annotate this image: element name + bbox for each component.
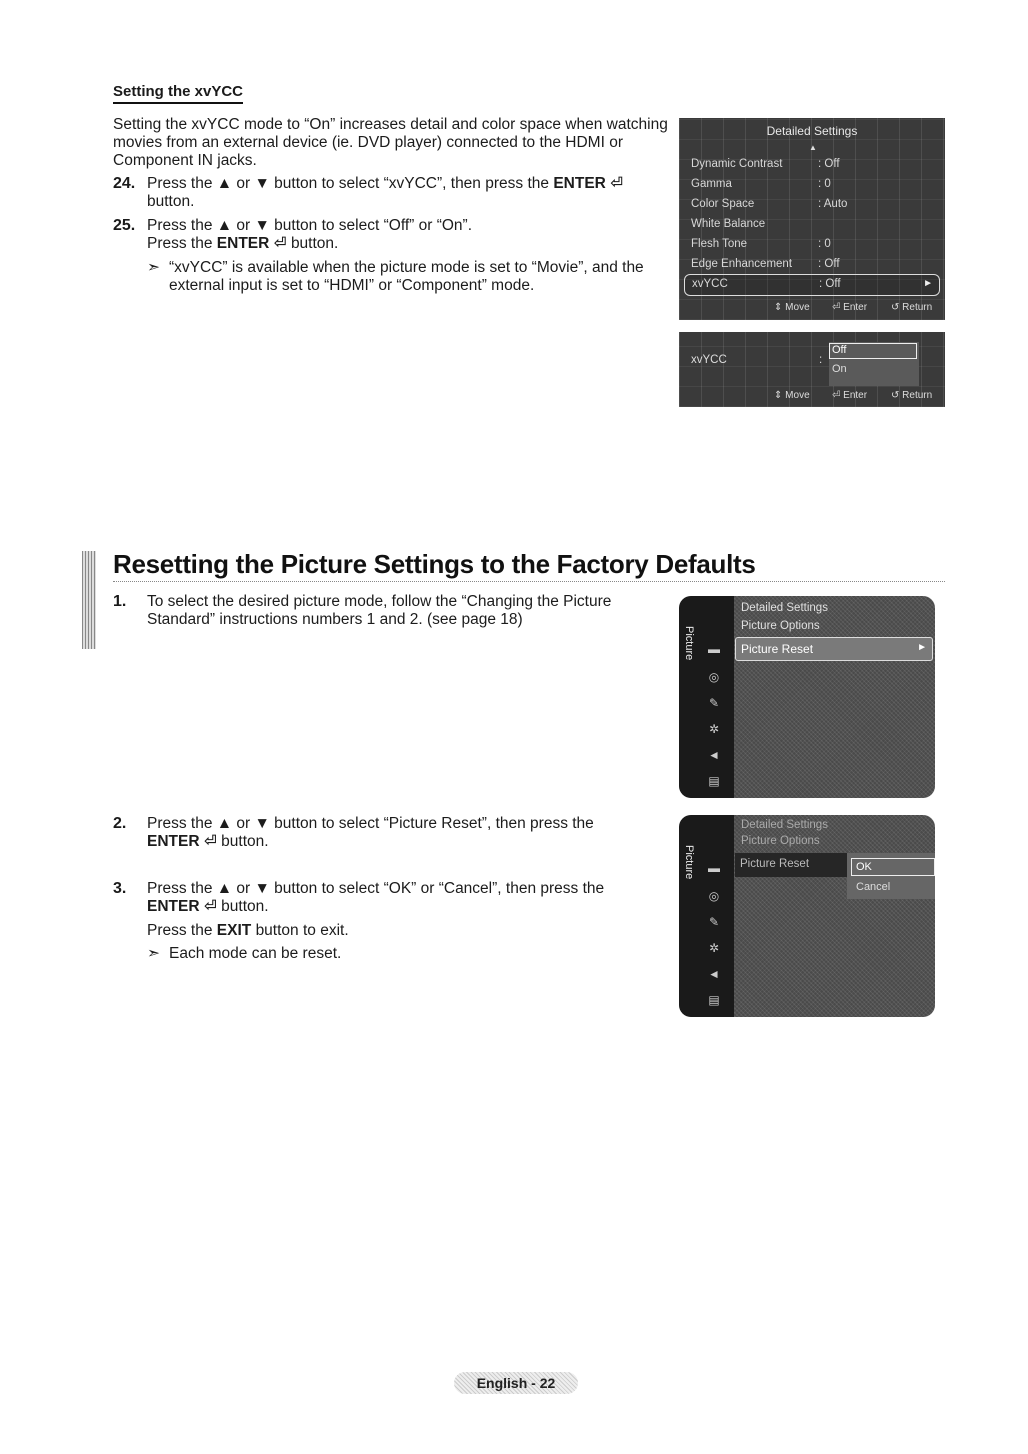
side-label: Picture (683, 845, 695, 880)
enter-hint: ⏎ Enter (832, 302, 868, 313)
step-number: 3. (113, 880, 127, 897)
heading-bar (82, 551, 96, 649)
step-text: Press the (147, 235, 213, 252)
step-text: button. (221, 898, 269, 915)
menu-item-selected[interactable]: Picture Reset (735, 853, 847, 877)
ok-option[interactable]: OK (851, 858, 935, 876)
step-number: 25. (113, 217, 136, 234)
step-text: Press the ▲ or ▼ button to select “Picture Reset”, then press the (147, 815, 594, 832)
step-text: Press the ▲ or ▼ button to select “Off” or “On”. (147, 217, 473, 234)
cancel-option[interactable]: Cancel (856, 881, 891, 893)
picture-menu-screen (679, 596, 935, 798)
section-title-xvycc: Setting the xvYCC (113, 83, 243, 104)
step-24 (147, 175, 623, 211)
colon: : (819, 354, 823, 366)
menu-row[interactable]: Edge Enhancement : Off (691, 258, 840, 270)
step-1 (147, 593, 611, 629)
step-text: Press the (147, 922, 213, 939)
input-icon: ◄ (708, 967, 720, 981)
menu-item[interactable]: Picture Options (741, 620, 820, 632)
menu-row-selected[interactable]: xvYCC : Off ► (684, 274, 940, 296)
menu-item-selected[interactable]: Picture Reset ► (735, 637, 933, 661)
note-line: external input is set to “HDMI” or “Component” mode. (169, 277, 535, 294)
xvycc-popup-screen (679, 332, 945, 407)
menu-row[interactable]: Flesh Tone : 0 (691, 238, 831, 250)
return-hint: ↺ Return (891, 302, 933, 313)
step-25 (147, 217, 472, 253)
arrow-right-icon: ► (923, 278, 933, 289)
step-text: Standard” instructions numbers 1 and 2. (see page 18) (147, 611, 523, 628)
side-label: Picture (683, 626, 695, 661)
channel-icon: ✎ (708, 915, 720, 929)
step-number: 1. (113, 593, 127, 610)
exit-label: EXIT (216, 922, 252, 939)
note-arrow-icon: ➣ (147, 945, 160, 962)
scroll-up-icon: ▲ (809, 143, 817, 152)
menu-row[interactable]: White Balance (691, 218, 766, 230)
picture-icon: ▬ (708, 642, 720, 656)
xvycc-label: xvYCC (691, 354, 727, 366)
menu-row[interactable]: Color Space : Auto (691, 198, 848, 210)
intro-line: movies from an external device (ie. DVD player) connected to the HDMI or (113, 134, 623, 151)
picture-menu-reset-screen (679, 815, 935, 1017)
detailed-settings-screen (679, 118, 945, 320)
application-icon: ▤ (708, 993, 720, 1007)
menu-title: Detailed Settings (766, 124, 858, 138)
setup-icon: ✲ (708, 941, 720, 955)
reset-note: Each mode can be reset. (169, 945, 342, 962)
option-off[interactable]: Off (829, 343, 917, 359)
sound-icon: ◎ (708, 889, 720, 903)
xvycc-intro (113, 116, 668, 170)
step-text: Press the ▲ or ▼ button to select “xvYCC”, then press the (147, 175, 549, 192)
page-label: English - 22 (454, 1372, 578, 1394)
step-text: To select the desired picture mode, follow the “Changing the Picture (147, 593, 612, 610)
step-number: 2. (113, 815, 127, 832)
move-hint: ⇕ Move (774, 302, 810, 313)
enter-label: ENTER ⏎ (216, 235, 287, 252)
step-number: 24. (113, 175, 136, 192)
move-hint: ⇕ Move (774, 390, 810, 401)
input-icon: ◄ (708, 748, 720, 762)
channel-icon: ✎ (708, 696, 720, 710)
sound-icon: ◎ (708, 670, 720, 684)
intro-line: Setting the xvYCC mode to “On” increases detail and color space when watching (113, 116, 668, 133)
enter-label: ENTER ⏎ (147, 898, 217, 915)
picture-icon: ▬ (708, 861, 720, 875)
step-text: button. (290, 235, 339, 252)
step-text: button. (147, 193, 195, 210)
section-heading: Resetting the Picture Settings to the Factory Defaults (113, 549, 756, 579)
menu-item[interactable]: Detailed Settings (741, 602, 828, 614)
menu-item[interactable]: Picture Options (741, 835, 820, 847)
menu-item[interactable]: Detailed Settings (741, 819, 828, 831)
application-icon: ▤ (708, 774, 720, 788)
note-arrow-icon: ➣ (147, 259, 160, 276)
enter-hint: ⏎ Enter (832, 390, 868, 401)
xvycc-note (169, 259, 644, 295)
menu-row[interactable]: Dynamic Contrast : Off (691, 158, 840, 170)
step-text: Press the ▲ or ▼ button to select “OK” or “Cancel”, then press the (147, 880, 605, 897)
heading-rule (113, 581, 945, 582)
return-hint: ↺ Return (891, 390, 933, 401)
option-on[interactable]: On (832, 363, 847, 375)
step-text: button. (221, 833, 269, 850)
intro-line: Component IN jacks. (113, 152, 257, 169)
menu-row[interactable]: Gamma : 0 (691, 178, 831, 190)
step-3 (147, 880, 604, 940)
setup-icon: ✲ (708, 722, 720, 736)
step-text: button to exit. (255, 922, 349, 939)
note-line: “xvYCC” is available when the picture mode is set to “Movie”, and the (169, 259, 644, 276)
arrow-right-icon: ► (917, 642, 927, 653)
step-2 (147, 815, 594, 851)
enter-label: ENTER ⏎ (147, 833, 217, 850)
enter-label: ENTER ⏎ (553, 175, 624, 192)
